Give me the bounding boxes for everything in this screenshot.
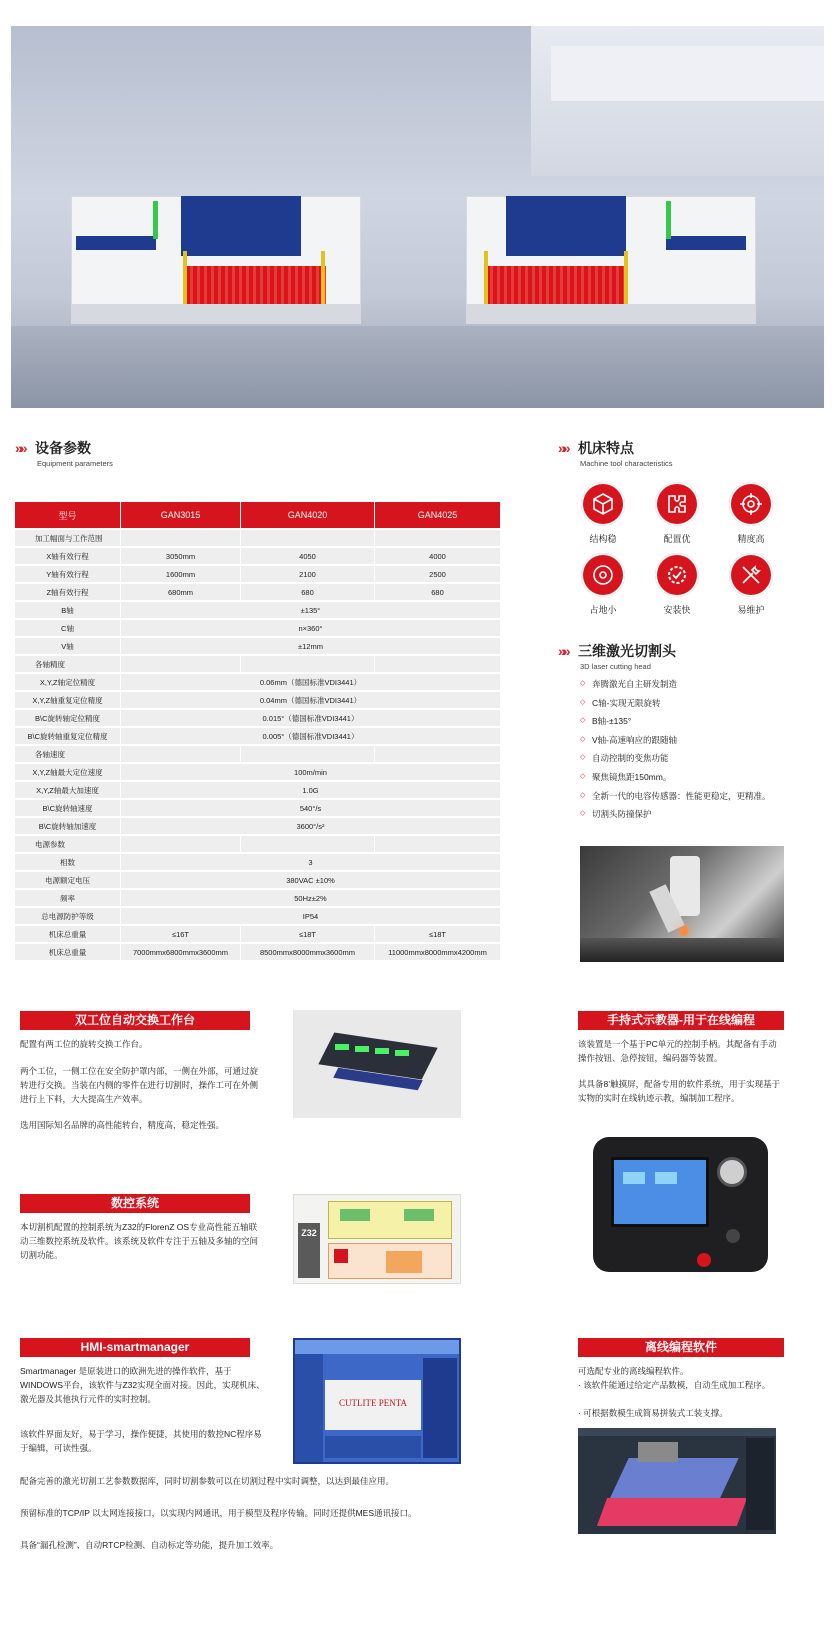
laser-head-header <box>558 641 676 671</box>
table-row-label: Z轴有效行程 <box>15 584 121 600</box>
table-cell <box>241 836 375 852</box>
offline-software-screenshot <box>578 1428 776 1534</box>
table-row-label: 总电源防护等级 <box>15 908 121 924</box>
table-row <box>15 890 501 906</box>
pendant-photo <box>593 1137 768 1272</box>
table-row-label: X,Y,Z轴重复定位精度 <box>15 692 121 708</box>
feature-item <box>711 482 791 545</box>
table-cell: 3050mm <box>121 548 241 564</box>
table-row <box>15 782 501 798</box>
feature-item <box>563 553 643 616</box>
feature-label: 配置优 <box>663 534 691 544</box>
table-row <box>15 836 501 852</box>
target-icon <box>729 482 773 526</box>
table-cell: 2100 <box>241 566 375 582</box>
table-cell: 0.015°（德国标准VDI3441） <box>121 710 501 726</box>
table-cell: 100m/min <box>121 764 501 780</box>
laser-bullet: ◇ C轴-实现无限旋转 <box>580 694 820 713</box>
table-cell: n×360° <box>121 620 501 636</box>
machine-left <box>71 196 361 336</box>
table-row <box>15 872 501 888</box>
table-cell <box>375 656 501 672</box>
table-row-label: Y轴有效行程 <box>15 566 121 582</box>
laser-bullet: ◇ B轴-±135° <box>580 712 820 731</box>
spec-section-header <box>15 438 113 468</box>
table-cell: 8500mmx8000mmx3600mm <box>241 944 375 960</box>
table-row <box>15 800 501 816</box>
table-cell <box>121 656 241 672</box>
table-cell: 1.0G <box>121 782 501 798</box>
table-row-label: 频率 <box>15 890 121 906</box>
hmi-title: HMI-smartmanager <box>20 1338 250 1357</box>
laser-bullet: ◇ 全新一代的电容传感器：性能更稳定，更精准。 <box>580 787 820 806</box>
table-header-col: GAN4020 <box>241 502 375 528</box>
cube-icon <box>581 482 625 526</box>
table-row-label: 电源额定电压 <box>15 872 121 888</box>
feature-item <box>637 553 717 616</box>
table-cell: IP54 <box>121 908 501 924</box>
table-row-label: C轴 <box>15 620 121 636</box>
table-row <box>15 656 501 672</box>
pendant-para-1: 该装置是一个基于PC单元的控制手柄。其配备有手动操作按钮、急停按钮，编码器等装置。 <box>578 1039 777 1063</box>
feature-subtitle: Machine tool characteristics <box>580 459 673 468</box>
dual-station-para-3: 选用国际知名品牌的高性能转台，精度高，稳定性强。 <box>20 1120 225 1130</box>
chevrons-icon: »» <box>558 643 568 659</box>
table-cell: 0.06mm（德国标准VDI3441） <box>121 674 501 690</box>
table-cell <box>375 836 501 852</box>
hmi-para-1: Smartmanager 是原装进口的欧洲先进的操作软件，基于WINDOWS平台，该软件与Z32实现全面对接。因此，实现机床、激光器及其他执行元件的实时控制。 <box>20 1366 265 1404</box>
table-row <box>15 548 501 564</box>
table-row <box>15 638 501 654</box>
table-cell <box>375 530 501 546</box>
feature-label: 安装快 <box>663 605 691 615</box>
table-row-label: B\C旋转轴加速度 <box>15 818 121 834</box>
laser-bullet: ◇ 聚焦镜焦距150mm。 <box>580 768 820 787</box>
table-cell <box>241 530 375 546</box>
table-row <box>15 692 501 708</box>
table-cell: 3600°/s² <box>121 818 501 834</box>
table-cell: 3 <box>121 854 501 870</box>
offline-para-2: · 该软件能通过给定产品数模，自动生成加工程序。 <box>578 1380 771 1390</box>
table-cell: 680 <box>375 584 501 600</box>
table-cell: 0.005°（德国标准VDI3441） <box>121 728 501 744</box>
table-cell: ±135° <box>121 602 501 618</box>
table-row-label: 电源参数 <box>15 836 121 852</box>
table-cell: 1600mm <box>121 566 241 582</box>
table-row <box>15 854 501 870</box>
table-cell: 540°/s <box>121 800 501 816</box>
table-cell <box>241 656 375 672</box>
dual-station-para-2: 两个工位，一侧工位在安全防护罩内部，一侧在外部，可通过旋转进行交换。当装在内侧的零件在进行切割时，操作工可在外侧进行上下料，大大提高生产效率。 <box>20 1066 259 1104</box>
laser-head-photo <box>580 846 784 962</box>
laser-bullet: ◇ 自动控制的变焦功能 <box>580 749 820 768</box>
table-cell: 2500 <box>375 566 501 582</box>
table-cell: 380VAC ±10% <box>121 872 501 888</box>
table-row <box>15 926 501 942</box>
laser-bullet: ◇ V轴-高速响应的跟随轴 <box>580 731 820 750</box>
table-row <box>15 728 501 744</box>
laser-head-title: 三维激光切割头 <box>578 643 676 659</box>
table-row <box>15 818 501 834</box>
cnc-diagram <box>293 1194 461 1284</box>
table-row <box>15 944 501 960</box>
cnc-title: 数控系统 <box>20 1194 250 1213</box>
hmi-para-5: 具备“漏孔检测”、自动RTCP检测、自动标定等功能，提升加工效率。 <box>20 1540 279 1550</box>
laser-bullet: ◇ 切割头防撞保护 <box>580 805 820 824</box>
spec-table <box>15 500 501 962</box>
feature-item <box>637 482 717 545</box>
offline-para-1: 可选配专业的离线编程软件。 <box>578 1366 689 1376</box>
rotary-table-photo <box>293 1010 461 1118</box>
dual-station-para-1: 配置有两工位的旋转交换工作台。 <box>20 1039 148 1049</box>
laser-head-bullets <box>580 675 820 824</box>
feature-title: 机床特点 <box>578 440 634 456</box>
feature-label: 占地小 <box>589 605 617 615</box>
disc-icon <box>581 553 625 597</box>
table-row <box>15 674 501 690</box>
table-cell <box>121 746 241 762</box>
feature-item <box>563 482 643 545</box>
dual-station-title: 双工位自动交换工作台 <box>20 1011 250 1030</box>
table-row <box>15 584 501 600</box>
hmi-para-2: 该软件界面友好，易于学习，操作便捷，其使用的数控NC程序易于编辑，可读性强。 <box>20 1429 262 1453</box>
table-row-label: 相数 <box>15 854 121 870</box>
feature-label: 结构稳 <box>589 534 617 544</box>
pendant-para-2: 其具备8’触摸屏，配备专用的软件系统，用于实现基于实物的实时在线轨迹示教，编制加工程序。 <box>578 1079 781 1103</box>
feature-section-header <box>558 438 673 468</box>
chevrons-icon: »» <box>15 440 25 456</box>
z32-logo: Z32 <box>298 1223 320 1278</box>
table-cell: ≤18T <box>241 926 375 942</box>
table-cell: 50Hz±2% <box>121 890 501 906</box>
chevrons-icon: »» <box>558 440 568 456</box>
machine-right <box>466 196 756 336</box>
hmi-logo-text: CUTLITE PENTA <box>338 1398 408 1408</box>
table-cell: ≤18T <box>375 926 501 942</box>
table-row-label: 机床总重量 <box>15 944 121 960</box>
table-cell: 4000 <box>375 548 501 564</box>
table-cell: ±12mm <box>121 638 501 654</box>
table-cell <box>121 530 241 546</box>
table-cell: 0.04mm（德国标准VDI3441） <box>121 692 501 708</box>
table-row-label: 各轴速度 <box>15 746 121 762</box>
feature-label: 易维护 <box>737 605 765 615</box>
table-row <box>15 620 501 636</box>
table-cell: 7000mmx6800mmx3600mm <box>121 944 241 960</box>
table-row-label: B\C旋转轴定位精度 <box>15 710 121 726</box>
table-row-label: B轴 <box>15 602 121 618</box>
table-row-label: B\C旋转轴速度 <box>15 800 121 816</box>
table-header-col: GAN4025 <box>375 502 501 528</box>
table-cell: ≤16T <box>121 926 241 942</box>
table-cell: 4050 <box>241 548 375 564</box>
table-row-label: X,Y,Z轴定位精度 <box>15 674 121 690</box>
table-header-model: 型号 <box>15 502 121 528</box>
table-cell: 680 <box>241 584 375 600</box>
table-row <box>15 566 501 582</box>
table-cell: 680mm <box>121 584 241 600</box>
table-row <box>15 746 501 762</box>
table-row <box>15 764 501 780</box>
table-row <box>15 908 501 924</box>
table-row-label: X轴有效行程 <box>15 548 121 564</box>
spec-title: 设备参数 <box>35 440 91 456</box>
table-row-label: 机床总重量 <box>15 926 121 942</box>
table-row-label: 加工幅面与工作范围 <box>15 530 121 546</box>
table-cell <box>121 836 241 852</box>
table-row-label: 各轴精度 <box>15 656 121 672</box>
table-header-col: GAN3015 <box>121 502 241 528</box>
table-row-label: V轴 <box>15 638 121 654</box>
spec-subtitle: Equipment parameters <box>37 459 113 468</box>
puzzle-icon <box>655 482 699 526</box>
laser-bullet: ◇ 奔腾激光自主研发制造 <box>580 675 820 694</box>
hmi-screenshot <box>293 1338 461 1464</box>
feature-item <box>711 553 791 616</box>
hmi-para-3: 配备完善的激光切割工艺参数数据库，同时切割参数可以在切割过程中实时调整，以达到最佳应用。 <box>20 1476 395 1486</box>
cnc-para: 本切割机配置的控制系统为Z32的FlorenZ OS专业高性能五轴联动三维数控系统及软件。该系统及软件专注于五轴及多轴的空间切割功能。 <box>20 1222 259 1260</box>
table-cell <box>375 746 501 762</box>
table-row <box>15 530 501 546</box>
pendant-title: 手持式示教器-用于在线编程 <box>578 1011 784 1030</box>
table-row <box>15 710 501 726</box>
hmi-para-4: 预留标准的TCP/IP 以太网连接接口，以实现内网通讯，用于模型及程序传输。同时还提供MES通讯接口。 <box>20 1508 417 1518</box>
table-row-label: X,Y,Z轴最大加速度 <box>15 782 121 798</box>
gear-check-icon <box>655 553 699 597</box>
table-row-label: X,Y,Z轴最大定位速度 <box>15 764 121 780</box>
table-row-label: B\C旋转轴重复定位精度 <box>15 728 121 744</box>
laser-head-subtitle: 3D laser cutting head <box>580 662 651 671</box>
table-cell <box>241 746 375 762</box>
offline-title: 离线编程软件 <box>578 1338 784 1357</box>
hero-image <box>11 26 824 408</box>
table-cell: 11000mmx8000mmx4200mm <box>375 944 501 960</box>
offline-para-3: · 可根据数模生成简易拼装式工装支撑。 <box>578 1408 728 1418</box>
feature-label: 精度高 <box>737 534 765 544</box>
wrench-icon <box>729 553 773 597</box>
table-row <box>15 602 501 618</box>
